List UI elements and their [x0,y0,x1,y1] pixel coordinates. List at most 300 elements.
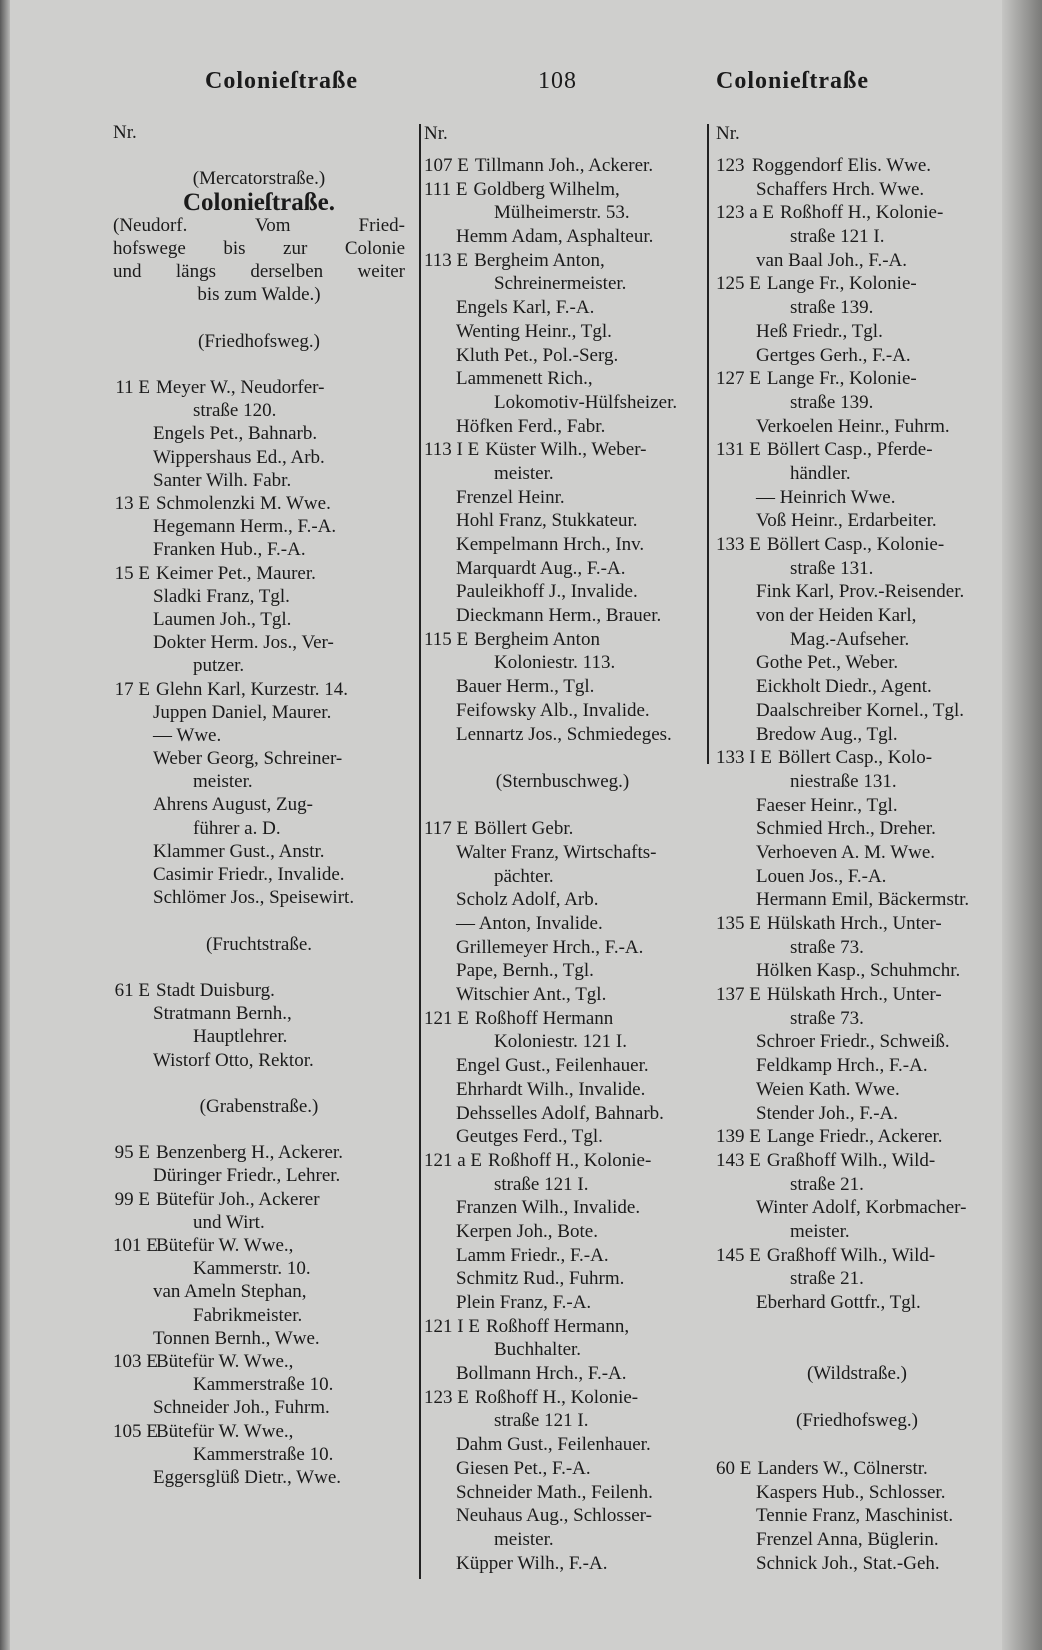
entry-text: meister. [790,1220,850,1242]
entry-text: hofswege bis zur Colonie [113,237,405,259]
entry-text: Kammerstr. 10. [193,1258,311,1280]
resident-row [424,723,701,747]
entry-text: Wenting Heinr., Tgl. [456,320,612,342]
resident-row [113,585,405,608]
resident-row [716,415,998,439]
resident-row [113,701,405,724]
entry-text: Bollmann Hrch., F.-A. [456,1363,627,1385]
entry-text: Laumen Joh., Tgl. [153,608,292,630]
entry-row [113,1234,405,1257]
entry-row [424,1386,701,1410]
blank-row [424,794,701,818]
resident-row [716,699,998,723]
continuation-row [716,1007,998,1031]
entry-text: Hauptlehrer. [193,1026,288,1048]
house-number: 95 E [114,1142,150,1164]
entry-row [716,272,998,296]
entry-text: Schmolenzki M. Wwe. [156,493,331,514]
blank-row [716,1386,998,1410]
resident-row [716,1054,998,1078]
scan-edge-right [1002,0,1042,1650]
entry-text: Roßhoff Hermann, [485,1315,630,1337]
entry-text: Glehn Karl, Kurzestr. 14. [156,678,349,700]
resident-row [113,1327,405,1350]
resident-row [113,793,405,816]
entry-row [424,1149,701,1173]
resident-row [716,249,998,273]
resident-row [424,912,701,936]
house-number: 139 E [716,1126,761,1148]
entry-text: Hemm Adam, Asphalteur. [456,226,654,248]
house-number: 143 E [716,1149,761,1171]
street-heading [716,1409,998,1433]
entry-row [113,1420,405,1443]
street-heading [113,933,405,956]
entry-text: Frenzel Heinr. [456,486,565,508]
resident-row [424,1552,701,1576]
street-heading [113,283,405,306]
entry-text: Eggersglüß Dietr., Wwe. [153,1466,342,1488]
entry-text: Daalschreiber Kornel., Tgl. [756,699,965,721]
entry-text: Verhoeven A. M. Wwe. [756,841,936,863]
entry-row [113,1141,405,1164]
entry-text: Verkoelen Heinr., Fuhrm. [756,415,950,437]
entry-text: van Baal Joh., F.-A. [756,249,907,271]
entry-text: Louen Jos., F.-A. [756,865,887,887]
entry-row [716,367,998,391]
resident-row [716,841,998,865]
entry-text: Kempelmann Hrch., Inv. [456,534,645,555]
resident-row [424,580,701,604]
entry-text: (Sternbuschweg.) [495,770,630,792]
resident-row [113,1002,405,1025]
house-number: 115 E [424,628,469,650]
column-2 [424,121,701,1575]
continuation-row [113,654,405,677]
resident-row [716,1504,998,1528]
entry-row [716,746,998,770]
entry-text: Sladki Franz, Tgl. [153,585,290,607]
entry-text: — Wwe. [153,724,222,746]
continuation-row [716,1267,998,1291]
resident-row [716,580,998,604]
street-heading [716,1362,998,1386]
entry-row [424,249,701,273]
continuation-row [716,391,998,415]
entry-text: Witschier Ant., Tgl. [456,984,607,1006]
entry-text: Franzen Wilh., Invalide. [456,1197,641,1219]
entry-text: Gothe Pet., Weber. [756,652,899,674]
entry-text: (Wildstraße.) [806,1363,907,1385]
entry-text: Fabrikmeister. [193,1304,303,1326]
entry-text: Stadt Duisburg. [156,979,275,1001]
continuation-row [424,201,701,225]
entry-text: Fink Karl, Prov.-Reisender. [756,581,965,603]
entry-text: Heß Friedr., Tgl. [756,320,883,342]
house-number: 121 I E [424,1315,480,1337]
resident-row [424,1433,701,1457]
entry-text: Bergheim Anton [474,628,600,650]
resident-row [424,415,701,439]
entry-row [424,628,701,652]
entry-text: Schreinermeister. [494,273,627,295]
resident-row [424,344,701,368]
resident-row [424,888,701,912]
entry-text: Meyer W., Neudorfer- [156,377,325,399]
entry-text: Tillmann Joh., Ackerer. [474,155,654,176]
entry-text: straße 21. [790,1268,864,1290]
resident-row [716,723,998,747]
entry-text: und Wirt. [193,1211,265,1233]
continuation-row [113,817,405,840]
house-number: 123 a E [716,202,775,224]
house-number: 60 E [716,1457,752,1479]
entry-text: Lokomotiv-Hülfsheizer. [494,391,678,413]
entry-text: Schmied Hrch., Dreher. [756,818,936,840]
entry-text: meister. [494,1528,554,1550]
entry-text: händler. [790,462,851,484]
entry-text: — Heinrich Wwe. [756,486,896,508]
column-1 [113,121,405,1489]
running-head-left: Colonieſtraße [205,68,358,94]
entry-text: Bütefür Joh., Ackerer [156,1188,320,1210]
entry-text: Hohl Franz, Stukkateur. [456,510,638,532]
resident-row [716,675,998,699]
resident-row [716,1528,998,1552]
continuation-row [424,1030,701,1054]
entry-row [716,1244,998,1268]
resident-row [113,886,405,909]
entry-text: (Friedhofsweg.) [198,330,320,352]
continuation-row [113,1443,405,1466]
entry-text: (Friedhofsweg.) [796,1410,918,1432]
resident-row [716,1291,998,1315]
running-head-right: Colonieſtraße [716,68,869,94]
column-divider-1 [419,124,421,1579]
entry-text: straße 139. [790,391,874,413]
resident-row [113,863,405,886]
entry-text: Dieckmann Herm., Brauer. [456,605,662,627]
entry-text: straße 73. [790,1007,864,1029]
entry-text: straße 139. [790,297,874,319]
resident-row [113,1164,405,1187]
resident-row [424,509,701,533]
entry-text: Franken Hub., F.-A. [153,539,306,561]
entry-text: Schneider Joh., Fuhrm. [153,1397,330,1419]
entry-text: Voß Heinr., Erdarbeiter. [756,510,937,532]
entry-text: Giesen Pet., F.-A. [456,1457,591,1479]
house-number: 103 E [113,1350,158,1372]
entry-row [113,1188,405,1211]
entry-text: Geutges Ferd., Tgl. [456,1126,603,1148]
entry-text: Schroer Friedr., Schweiß. [756,1031,950,1053]
entry-text: Kerpen Joh., Bote. [456,1220,598,1242]
entry-text: Benzenberg H., Ackerer. [156,1142,343,1164]
resident-row [113,1396,405,1419]
entry-row [716,154,998,178]
entry-row [716,201,998,225]
house-number: 125 E [716,273,761,295]
section-description [113,260,405,283]
entry-text: pächter. [494,865,554,887]
entry-text: Kammerstraße 10. [193,1443,334,1465]
resident-row [424,1078,701,1102]
entry-text: Dehsselles Adolf, Bahnarb. [456,1102,664,1124]
entry-text: Hülskath Hrch., Unter- [766,913,942,934]
resident-row [424,1362,701,1386]
entry-text: Lennartz Jos., Schmiedeges. [456,723,672,745]
entry-text: Ahrens August, Zug- [153,794,313,816]
entry-text: Grillemeyer Hrch., F.-A. [456,936,644,958]
resident-row [716,794,998,818]
resident-row [424,1481,701,1505]
resident-row [716,651,998,675]
resident-row [113,724,405,747]
entry-text: Bütefür W. Wwe., [156,1235,294,1256]
resident-row [113,747,405,770]
entry-text: Bredow Aug., Tgl. [756,723,898,745]
house-number: 111 E [424,178,468,200]
entry-row [113,376,405,399]
entry-text: Küpper Wilh., F.-A. [456,1552,608,1574]
resident-row [424,1457,701,1481]
entry-text: — Anton, Invalide. [456,913,603,934]
resident-row [424,1504,701,1528]
section-title [113,188,405,216]
resident-row [113,446,405,469]
entry-text: Colonieſtraße. [182,188,336,216]
entry-text: Feifowsky Alb., Invalide. [456,699,650,721]
continuation-row [716,557,998,581]
entry-row [424,178,701,202]
entry-row [716,1457,998,1481]
entry-text: führer a. D. [193,817,281,839]
entry-text: Lange Fr., Kolonie- [766,368,917,390]
entry-text: straße 131. [790,557,874,579]
resident-row [424,557,701,581]
house-number: 135 E [716,913,761,934]
entry-row [716,983,998,1007]
house-number: 123 [716,155,745,176]
section-description [113,237,405,260]
entry-text: Schaffers Hrch. Wwe. [756,178,925,200]
continuation-row [113,1211,405,1234]
entry-text: Engels Pet., Bahnarb. [153,423,318,445]
resident-row [113,1049,405,1072]
entry-text: Gertges Gerh., F.-A. [756,344,911,366]
entry-text: Bütefür W. Wwe., [156,1350,294,1372]
blank-row [716,1315,998,1339]
house-number: 15 E [114,562,150,584]
entry-text: (Neudorf. Vom Fried- [113,214,405,236]
entry-text: Kluth Pet., Pol.-Serg. [456,344,619,366]
continuation-row [424,462,701,486]
entry-row [113,562,405,585]
entry-text: von der Heiden Karl, [756,605,917,627]
entry-text: Neuhaus Aug., Schlosser- [456,1505,652,1527]
entry-row [113,979,405,1002]
resident-row [716,509,998,533]
continuation-row [424,651,701,675]
entry-text: Kammerstraße 10. [193,1374,334,1396]
continuation-row [716,1173,998,1197]
resident-row [716,817,998,841]
entry-text: straße 121 I. [790,226,885,248]
resident-row [716,888,998,912]
house-number: 121 E [424,1007,469,1029]
house-number: 107 E [424,155,469,176]
entry-text: Schneider Math., Feilenh. [456,1481,653,1503]
resident-row [716,1102,998,1126]
continuation-row [716,296,998,320]
house-number: 99 E [114,1188,150,1210]
entry-text: Landers W., Cölnerstr. [757,1457,928,1479]
resident-row [424,675,701,699]
entry-text: Pape, Bernh., Tgl. [456,960,594,982]
entry-text: (Fruchtstraße. [205,933,313,955]
entry-text: Graßhoff Wilh., Wild- [766,1149,936,1171]
continuation-row [716,770,998,794]
entry-text: putzer. [193,655,245,677]
scan-edge-left [0,0,10,1650]
resident-row [716,1196,998,1220]
entry-text: Mülheimerstr. 53. [494,202,630,224]
entry-text: Lammenett Rich., [456,368,593,390]
resident-row [716,1552,998,1576]
entry-text: Hülskath Hrch., Unter- [766,984,942,1006]
resident-row [424,604,701,628]
entry-text: Scholz Adolf, Arb. [456,889,599,911]
entry-text: Roßhoff H., Kolonie- [474,1386,639,1408]
number-column-label: Nr. [113,122,137,143]
entry-text: Schlömer Jos., Speisewirt. [153,887,355,909]
entry-row [716,438,998,462]
continuation-row [716,1220,998,1244]
house-number: 117 E [424,818,469,840]
entry-text: Hermann Emil, Bäckermstr. [756,889,970,911]
resident-row [424,1220,701,1244]
continuation-row [716,462,998,486]
continuation-row [113,399,405,422]
continuation-row [424,391,701,415]
house-number: 121 a E [424,1149,483,1171]
house-number: 11 E [115,377,150,399]
number-column-label: Nr. [716,123,740,144]
entry-text: Roßhoff H., Kolonie- [488,1149,652,1171]
resident-row [424,959,701,983]
entry-text: straße 73. [790,936,864,958]
continuation-row [424,1409,701,1433]
resident-row [424,1267,701,1291]
continuation-row [424,1173,701,1197]
entry-text: Goldberg Wilhelm, [473,178,620,200]
blank-row [113,1072,405,1095]
entry-text: Böllert Casp., Kolonie- [766,534,945,555]
resident-row [716,1030,998,1054]
continuation-row [113,1373,405,1396]
continuation-row [113,1304,405,1327]
resident-row [113,515,405,538]
entry-text: Koloniestr. 113. [494,652,616,674]
resident-row [424,486,701,510]
column-divider-2 [707,124,709,764]
resident-row [113,631,405,654]
continuation-row [113,1257,405,1280]
entry-text: straße 121 I. [494,1173,589,1195]
entry-text: Dahm Gust., Feilenhauer. [456,1434,651,1456]
entry-row [424,1315,701,1339]
continuation-row [424,1338,701,1362]
entry-text: Lange Fr., Kolonie- [766,273,917,295]
resident-row [716,320,998,344]
house-number: 131 E [716,439,761,461]
entry-text: (Grabenstraße.) [199,1095,319,1117]
entry-text: Winter Adolf, Korbmacher- [756,1197,967,1219]
resident-row [113,422,405,445]
entry-text: Klammer Gust., Anstr. [153,840,325,862]
house-number: 113 I E [424,439,480,461]
entry-row [716,1125,998,1149]
entry-text: Tonnen Bernh., Wwe. [153,1327,320,1349]
entry-text: straße 121 I. [494,1410,589,1432]
number-column-label: Nr. [424,123,448,144]
blank-row [113,353,405,376]
resident-row [113,1466,405,1489]
entry-text: meister. [193,771,253,793]
column-3 [716,121,998,1575]
entry-text: Marquardt Aug., F.-A. [456,557,626,579]
entry-text: Lange Friedr., Ackerer. [766,1126,943,1148]
entry-text: Faeser Heinr., Tgl. [756,794,898,816]
entry-row [424,1007,701,1031]
entry-text: Weien Kath. Wwe. [756,1078,900,1100]
resident-row [424,1291,701,1315]
entry-text: Bütefür W. Wwe., [156,1420,294,1442]
entry-text: Engel Gust., Feilenhauer. [456,1055,649,1077]
blank-row [424,746,701,770]
entry-text: Stender Joh., F.-A. [756,1102,899,1124]
resident-row [716,865,998,889]
house-number: 113 E [424,249,469,271]
entry-text: Böllert Casp., Pferde- [766,439,933,461]
house-number: 17 E [114,678,150,700]
street-heading [113,330,405,353]
entry-text: Casimir Friedr., Invalide. [153,864,345,885]
entry-text: Koloniestr. 121 I. [494,1031,627,1053]
entry-text: Stratmann Bernh., [153,1003,292,1025]
section-description [113,214,405,237]
continuation-row [113,1025,405,1048]
entry-text: Kaspers Hub., Schlosser. [756,1481,946,1503]
entry-text: Küster Wilh., Weber- [485,439,647,461]
street-heading [424,770,701,794]
entry-row [424,154,701,178]
resident-row [113,608,405,631]
house-number: 101 E [113,1235,158,1256]
blank-row [113,909,405,932]
entry-text: Tennie Franz, Maschinist. [756,1505,954,1527]
entry-text: Keimer Pet., Maurer. [156,562,316,584]
resident-row [424,699,701,723]
entry-text: Böllert Casp., Kolo- [777,747,933,769]
entry-text: Eickholt Diedr., Agent. [756,676,932,698]
continuation-row [716,225,998,249]
entry-row [424,817,701,841]
entry-text: Hölken Kasp., Schuhmchr. [756,960,961,982]
entry-text: Schmitz Rud., Fuhrm. [456,1268,625,1290]
resident-row [716,1078,998,1102]
entry-text: Bauer Herm., Tgl. [456,676,595,698]
